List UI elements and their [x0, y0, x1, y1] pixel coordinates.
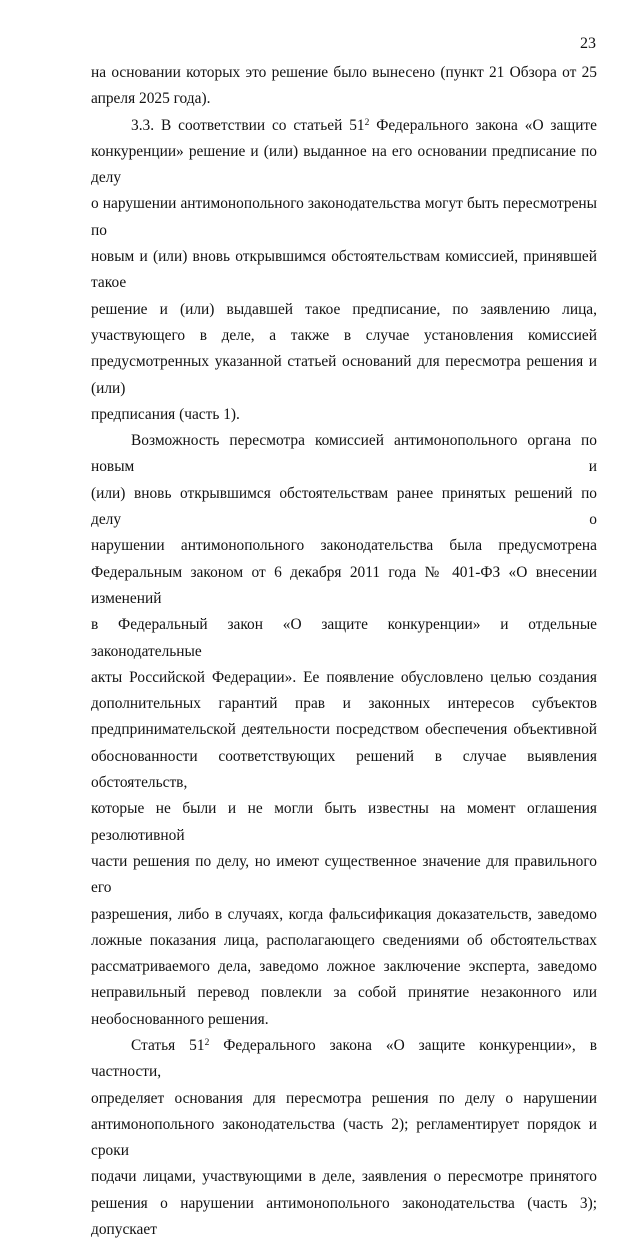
superscript: 2: [204, 1037, 210, 1048]
text-line: неправильный перевод повлекли за собой принятие незаконного или: [91, 984, 597, 1002]
text-line: в Федеральный закон «О защите конкуренции» и отдельные законодательные: [91, 616, 597, 660]
text-line: решение и (или) выдавшей такое предписание, по заявлению лица,: [91, 300, 597, 318]
text-line: апреля 2025 года).: [91, 90, 211, 108]
text-line: Федеральным законом от 6 декабря 2011 года № 401-ФЗ «О внесении изменений: [91, 563, 597, 607]
page-number: 23: [580, 35, 596, 52]
text-line: новым и (или) вновь открывшимся обстоятельствам комиссией, принявшей такое: [91, 248, 597, 292]
text-line: которые не были и не могли быть известны на момент оглашения резолютивной: [91, 800, 597, 844]
text-line: о нарушении антимонопольного законодательства могут быть пересмотрены по: [91, 195, 597, 239]
text-line: разрешения, либо в случаях, когда фальсификация доказательств, заведомо: [91, 905, 597, 923]
text-line: на основании которых это решение было вынесено (пункт 21 Обзора от 25: [91, 64, 597, 81]
text-line: [91, 1033, 597, 1086]
text-line: определяет основания для пересмотра решения по делу о нарушении: [91, 1089, 597, 1107]
text-line: Возможность пересмотра комиссией антимонопольного органа по новым и: [91, 432, 597, 476]
text-line: решения о нарушении антимонопольного законодательства (часть 3); допускает: [91, 1194, 597, 1239]
text-line: антимонопольного законодательства (часть 2); регламентирует порядок и сроки: [91, 1115, 597, 1160]
text-fragment: Федерального закона «О защите конкуренции», в частности,: [91, 1036, 597, 1081]
text-fragment: 3.3. В соответствии со статьей 51: [131, 116, 365, 134]
text-line: конкуренции» решение и (или) выданное на его основании предписание по делу: [91, 142, 597, 187]
text-line: (или) вновь открывшимся обстоятельствам ранее принятых решений по делу о: [91, 484, 597, 529]
text-line: подачи лицами, участвующими в деле, заявления о пересмотре принятого: [91, 1168, 597, 1186]
text-line: дополнительных гарантий прав и законных интересов субъектов: [91, 695, 597, 713]
text-line: обоснованности соответствующих решений в случае выявления обстоятельств,: [91, 747, 597, 792]
text-line: предпринимательской деятельности посредством обеспечения объективной: [91, 721, 597, 739]
text-line: акты Российской Федерации». Ее появление обусловлено целью создания: [91, 668, 597, 686]
superscript: 2: [364, 117, 370, 128]
text-line: рассматриваемого дела, заведомо ложное заключение эксперта, заведомо: [91, 958, 597, 976]
body-text: [91, 60, 597, 1243]
text-line: участвующего в деле, а также в случае установления комиссией: [91, 326, 597, 344]
text-fragment: Федерального закона «О защите: [369, 116, 597, 134]
text-line: предусмотренных указанной статьей оснований для пересмотра решения и (или): [91, 353, 597, 397]
text-line: необоснованного решения.: [91, 1010, 269, 1028]
text-line: предписания (часть 1).: [91, 405, 240, 423]
text-line: ложные показания лица, располагающего сведениями об обстоятельствах: [91, 931, 597, 949]
text-fragment: Статья 51: [131, 1036, 205, 1054]
text-line: [91, 113, 597, 139]
text-line: нарушении антимонопольного законодательства была предусмотрена: [91, 537, 597, 555]
text-line: части решения по делу, но имеют существенное значение для правильного его: [91, 852, 597, 897]
